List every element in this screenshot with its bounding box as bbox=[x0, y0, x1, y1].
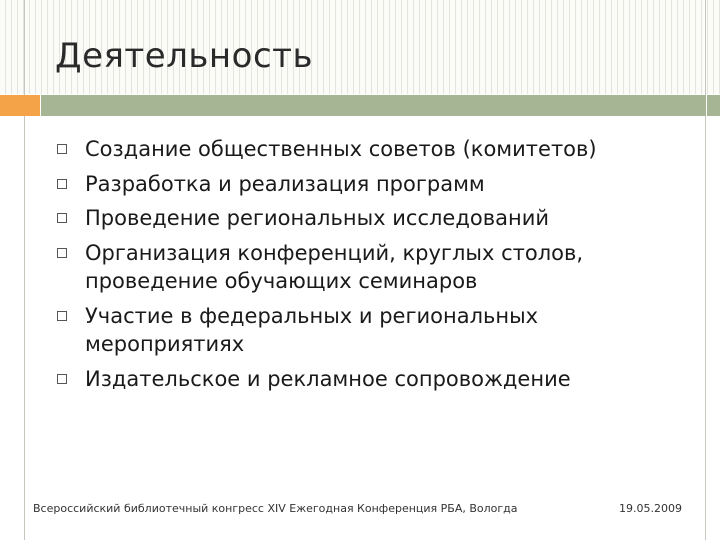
square-bullet-icon bbox=[57, 374, 67, 384]
bullet-text: Создание общественных советов (комитетов) bbox=[85, 137, 597, 161]
left-divider-line bbox=[24, 0, 25, 540]
square-bullet-icon bbox=[57, 248, 67, 258]
bullet-item bbox=[52, 365, 692, 394]
green-accent-bar bbox=[41, 95, 720, 116]
bullet-item bbox=[52, 135, 692, 164]
bullet-text: Разработка и реализация программ bbox=[85, 171, 485, 196]
slide-title: Деятельность bbox=[55, 36, 313, 76]
bullet-list bbox=[52, 135, 692, 399]
bullet-text: Участие в федеральных и региональных мероприятиях bbox=[85, 303, 539, 356]
footer-date: 19.05.2009 bbox=[619, 502, 682, 515]
bullet-item bbox=[52, 302, 692, 359]
square-bullet-icon bbox=[57, 144, 67, 154]
bullet-text: Организация конференций, круглых столов, проведение обучающих семинаров bbox=[85, 240, 584, 293]
orange-accent-block bbox=[0, 95, 40, 116]
bullet-item bbox=[52, 239, 692, 296]
right-accent-strip bbox=[706, 95, 720, 116]
bullet-item bbox=[52, 170, 692, 199]
right-divider-line bbox=[705, 0, 706, 540]
square-bullet-icon bbox=[57, 311, 67, 321]
bullet-item bbox=[52, 204, 692, 233]
bullet-text: Издательское и рекламное сопровождение bbox=[85, 366, 571, 391]
square-bullet-icon bbox=[57, 179, 67, 189]
footer-event-text: Всероссийский библиотечный конгресс XIV Ежегодная Конференция РБА, Вологда bbox=[33, 502, 518, 515]
square-bullet-icon bbox=[57, 213, 67, 223]
bullet-text: Проведение региональных исследований bbox=[85, 206, 549, 230]
